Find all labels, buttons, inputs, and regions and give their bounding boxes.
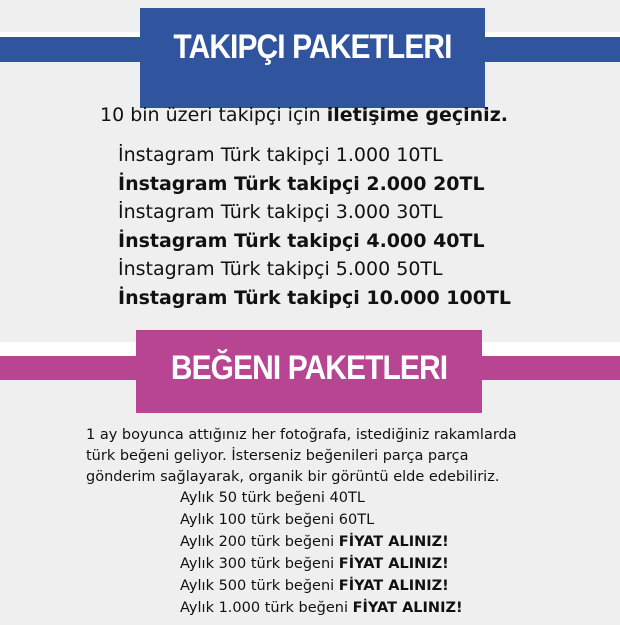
begeni-package [180,578,449,594]
note-text: 10 bin üzeri takipçi için [100,104,327,126]
takipci-package: İnstagram Türk takipçi 1.000 10TL [118,144,443,166]
package-label: Aylık 50 türk beğeni 40TL [180,490,365,506]
package-price: FİYAT ALINIZ! [338,556,449,572]
package-price: FİYAT ALINIZ! [338,578,449,594]
takipci-title: TAKIPÇI PAKETLERI [173,28,452,66]
package-label: Aylık 200 türk beğeni [180,534,339,550]
takipci-package: İnstagram Türk takipçi 5.000 50TL [118,258,443,281]
begeni-title: BEĞENI PAKETLERI [170,349,448,387]
begeni-package [180,512,374,528]
package-label: Aylık 100 türk beğeni 60TL [180,512,375,528]
begeni-package [180,490,365,506]
takipci-package: İnstagram Türk takipçi 2.000 20TL [118,172,485,195]
takipci-package: İnstagram Türk takipçi 10.000 100TL [118,287,512,309]
package-price: FİYAT ALINIZ! [352,600,463,616]
begeni-package [180,556,449,572]
package-label: Aylık 500 türk beğeni [180,578,339,594]
takipci-note [100,104,508,126]
takipci-package: İnstagram Türk takipçi 3.000 30TL [118,201,443,224]
package-price: FİYAT ALINIZ! [338,534,449,550]
begeni-description-line: türk beğeni geliyor. İsterseniz beğenileri parça parça [86,448,469,464]
package-label: Aylık 300 türk beğeni [180,556,339,572]
begeni-description-line: gönderim sağlayarak, organik bir görüntü elde edebiliriz. [86,469,500,485]
begeni-package [180,600,463,616]
begeni-description-line: 1 ay boyunca attığınız her fotoğrafa, istediğiniz rakamlarda [86,427,517,443]
begeni-package [180,534,449,550]
contact-text: iletişime geçiniz. [326,104,508,126]
takipci-package: İnstagram Türk takipçi 4.000 40TL [118,229,485,252]
package-label: Aylık 1.000 türk beğeni [180,600,353,616]
